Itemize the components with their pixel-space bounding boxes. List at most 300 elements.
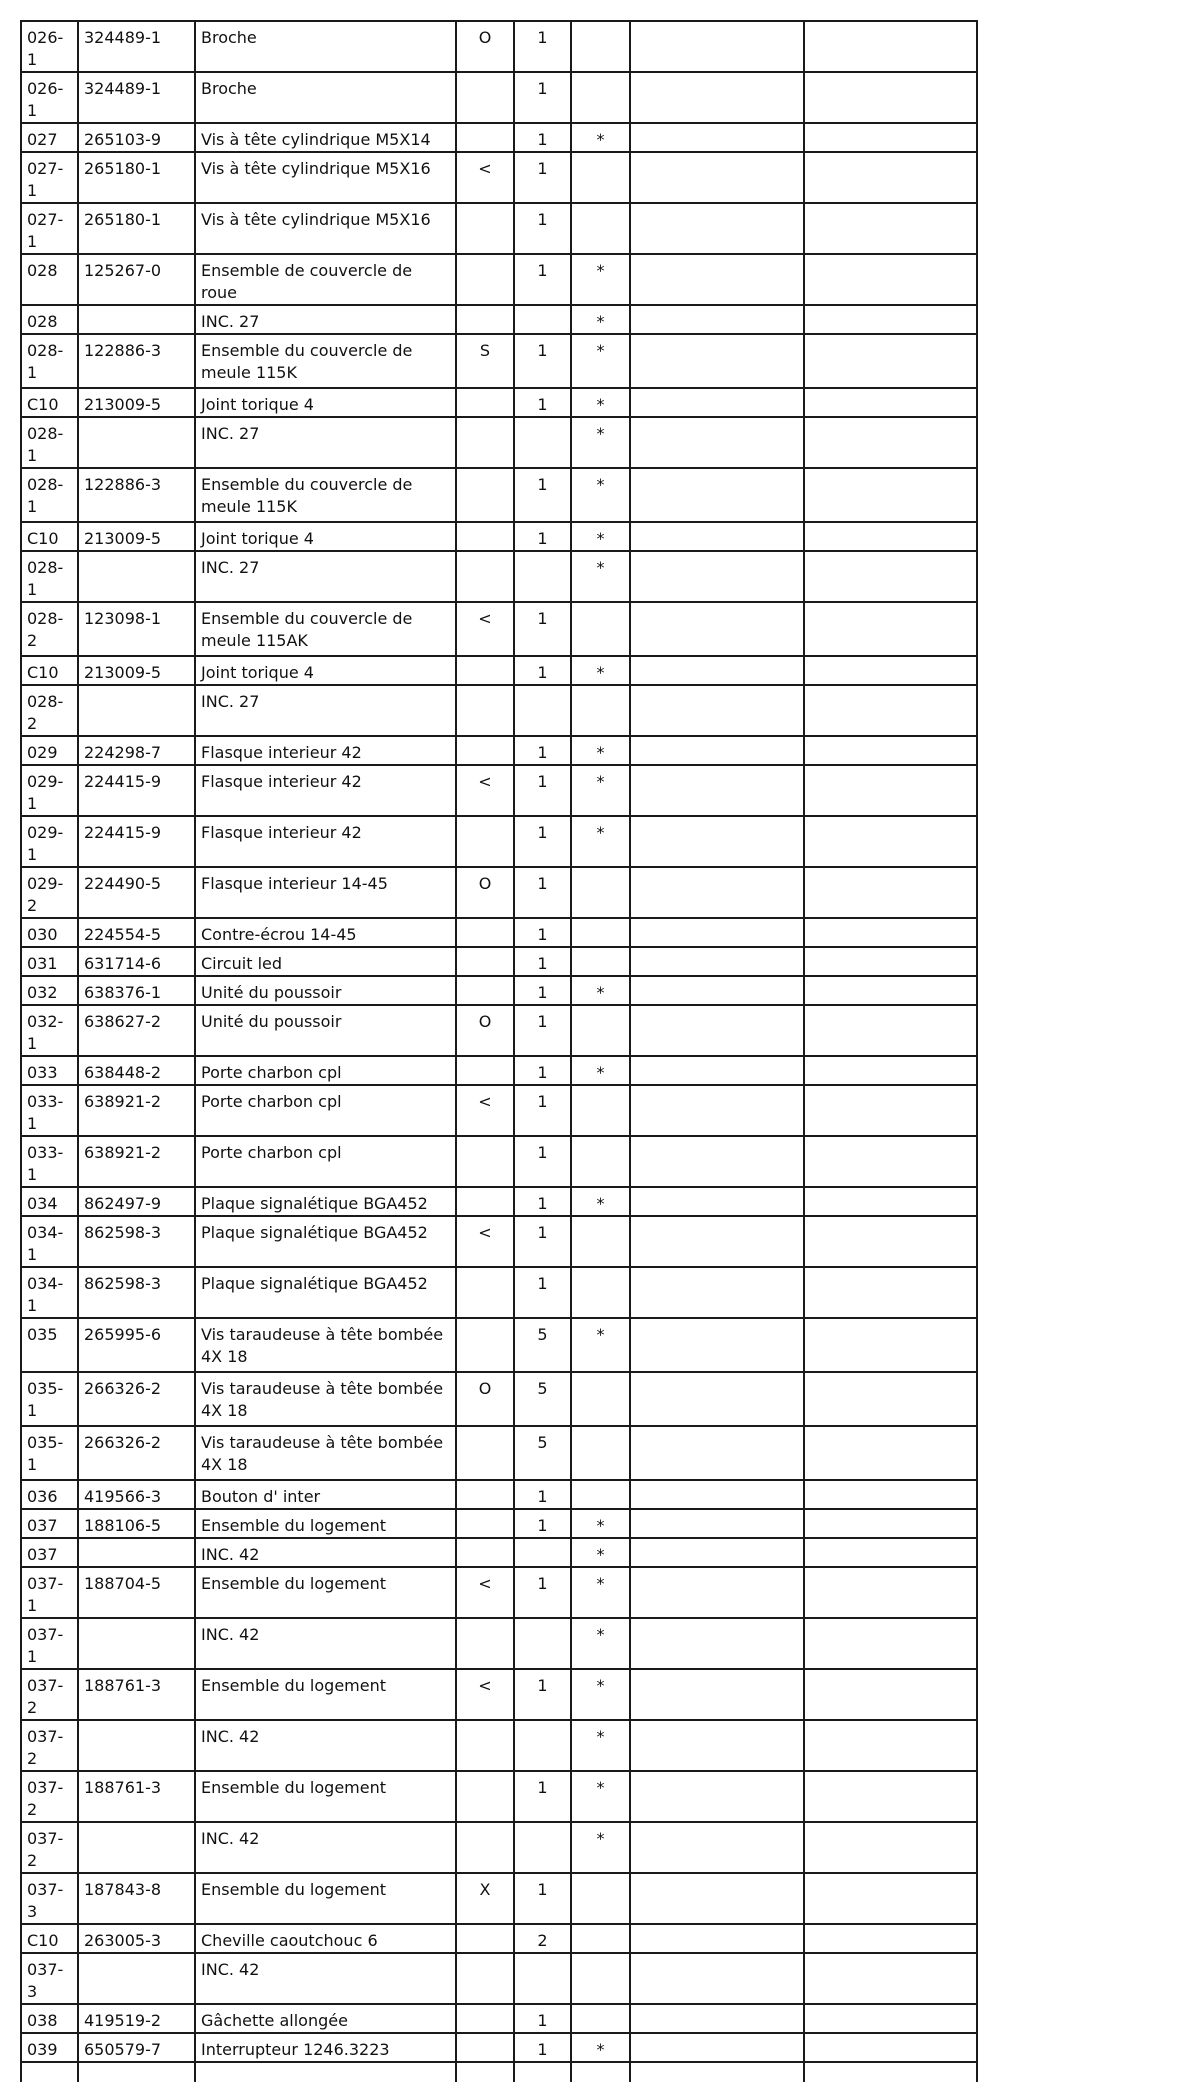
blank-cell-2 (804, 656, 977, 685)
blank-cell-1 (630, 765, 804, 816)
table-row (21, 1567, 977, 1618)
item-number-cell: 028 (21, 305, 78, 334)
description-cell: Plaque signalétique BGA452 (195, 1187, 456, 1216)
blank-cell-1 (630, 254, 804, 305)
table-row (21, 867, 977, 918)
item-number-cell: 035 (21, 1318, 78, 1372)
blank-cell-2 (804, 1372, 977, 1426)
blank-cell-2 (804, 1216, 977, 1267)
marker-cell: * (571, 2033, 630, 2062)
quantity-cell: 1 (514, 2033, 571, 2062)
quantity-cell: 1 (514, 1509, 571, 1538)
description-cell: Ensemble du couvercle de meule 115K (195, 334, 456, 388)
note-cell (456, 918, 514, 947)
blank-cell-1 (630, 816, 804, 867)
blank-cell-1 (630, 203, 804, 254)
note-cell (456, 1056, 514, 1085)
part-number-cell: 862598-3 (78, 1216, 195, 1267)
quantity-cell (514, 1953, 571, 2004)
blank-cell-1 (630, 656, 804, 685)
part-number-cell: 224415-9 (78, 816, 195, 867)
part-number-cell (78, 685, 195, 736)
table-row (21, 1085, 977, 1136)
marker-cell (571, 1480, 630, 1509)
note-cell (456, 2033, 514, 2062)
note-cell (456, 1720, 514, 1771)
quantity-cell: 1 (514, 1771, 571, 1822)
quantity-cell (514, 1720, 571, 1771)
empty-cell (514, 2062, 571, 2082)
table-row (21, 1771, 977, 1822)
quantity-cell: 1 (514, 334, 571, 388)
quantity-cell: 5 (514, 1318, 571, 1372)
blank-cell-1 (630, 602, 804, 656)
marker-cell (571, 203, 630, 254)
blank-cell-2 (804, 1056, 977, 1085)
note-cell: < (456, 1085, 514, 1136)
part-number-cell: 638627-2 (78, 1005, 195, 1056)
blank-cell-2 (804, 334, 977, 388)
blank-cell-2 (804, 1720, 977, 1771)
blank-cell-2 (804, 1873, 977, 1924)
note-cell (456, 1509, 514, 1538)
table-row (21, 1216, 977, 1267)
blank-cell-1 (630, 1372, 804, 1426)
part-number-cell: 213009-5 (78, 522, 195, 551)
description-cell: INC. 42 (195, 1953, 456, 2004)
part-number-cell: 265103-9 (78, 123, 195, 152)
table-row (21, 1953, 977, 2004)
item-number-cell: 037-2 (21, 1669, 78, 1720)
blank-cell-2 (804, 1187, 977, 1216)
table-row (21, 72, 977, 123)
blank-cell-2 (804, 1085, 977, 1136)
description-cell: Broche (195, 72, 456, 123)
blank-cell-1 (630, 1136, 804, 1187)
table-row (21, 1318, 977, 1372)
quantity-cell: 1 (514, 1005, 571, 1056)
item-number-cell: 028-1 (21, 551, 78, 602)
description-cell: INC. 27 (195, 305, 456, 334)
item-number-cell: 027 (21, 123, 78, 152)
item-number-cell: 030 (21, 918, 78, 947)
table-row (21, 1873, 977, 1924)
marker-cell (571, 2004, 630, 2033)
quantity-cell (514, 551, 571, 602)
item-number-cell: 033 (21, 1056, 78, 1085)
part-number-cell: 638921-2 (78, 1136, 195, 1187)
note-cell (456, 72, 514, 123)
note-cell: < (456, 152, 514, 203)
note-cell: < (456, 1567, 514, 1618)
note-cell (456, 1771, 514, 1822)
blank-cell-1 (630, 1267, 804, 1318)
table-row (21, 334, 977, 388)
quantity-cell: 1 (514, 21, 571, 72)
note-cell (456, 388, 514, 417)
marker-cell (571, 1924, 630, 1953)
item-number-cell: 029-1 (21, 765, 78, 816)
blank-cell-2 (804, 976, 977, 1005)
blank-cell-2 (804, 1318, 977, 1372)
blank-cell-1 (630, 334, 804, 388)
blank-cell-2 (804, 602, 977, 656)
part-number-cell (78, 417, 195, 468)
description-cell: Vis taraudeuse à tête bombée 4X 18 (195, 1372, 456, 1426)
description-cell: Bouton d' inter (195, 1480, 456, 1509)
blank-cell-2 (804, 1538, 977, 1567)
quantity-cell: 1 (514, 2004, 571, 2033)
item-number-cell: 034-1 (21, 1216, 78, 1267)
blank-cell-1 (630, 21, 804, 72)
blank-cell-2 (804, 1618, 977, 1669)
blank-cell-1 (630, 1216, 804, 1267)
marker-cell (571, 1372, 630, 1426)
parts-table (20, 20, 978, 2082)
blank-cell-1 (630, 1085, 804, 1136)
part-number-cell: 650579-7 (78, 2033, 195, 2062)
part-number-cell: 188106-5 (78, 1509, 195, 1538)
description-cell: Gâchette allongée (195, 2004, 456, 2033)
quantity-cell: 5 (514, 1426, 571, 1480)
quantity-cell: 1 (514, 947, 571, 976)
note-cell: O (456, 867, 514, 918)
blank-cell-1 (630, 1669, 804, 1720)
description-cell: INC. 42 (195, 1720, 456, 1771)
item-number-cell: 038 (21, 2004, 78, 2033)
item-number-cell: 028-2 (21, 685, 78, 736)
quantity-cell: 1 (514, 1873, 571, 1924)
quantity-cell: 2 (514, 1924, 571, 1953)
note-cell (456, 417, 514, 468)
quantity-cell (514, 417, 571, 468)
blank-cell-1 (630, 976, 804, 1005)
part-number-cell: 266326-2 (78, 1372, 195, 1426)
part-number-cell: 638921-2 (78, 1085, 195, 1136)
blank-cell-1 (630, 522, 804, 551)
note-cell (456, 1953, 514, 2004)
table-row (21, 21, 977, 72)
quantity-cell (514, 1822, 571, 1873)
part-number-cell: 224298-7 (78, 736, 195, 765)
marker-cell: * (571, 1669, 630, 1720)
blank-cell-1 (630, 388, 804, 417)
description-cell: Plaque signalétique BGA452 (195, 1216, 456, 1267)
marker-cell (571, 685, 630, 736)
table-row (21, 1187, 977, 1216)
description-cell: Contre-écrou 14-45 (195, 918, 456, 947)
table-row (21, 305, 977, 334)
marker-cell: * (571, 388, 630, 417)
note-cell: < (456, 602, 514, 656)
table-row (21, 1618, 977, 1669)
item-number-cell: 033-1 (21, 1085, 78, 1136)
blank-cell-2 (804, 736, 977, 765)
marker-cell: * (571, 1771, 630, 1822)
item-number-cell: 026-1 (21, 72, 78, 123)
quantity-cell: 1 (514, 1216, 571, 1267)
note-cell: O (456, 1372, 514, 1426)
marker-cell (571, 1267, 630, 1318)
description-cell: Joint torique 4 (195, 656, 456, 685)
blank-cell-2 (804, 1953, 977, 2004)
blank-cell-2 (804, 1136, 977, 1187)
blank-cell-1 (630, 736, 804, 765)
blank-cell-1 (630, 468, 804, 522)
item-number-cell: 029 (21, 736, 78, 765)
item-number-cell: 027-1 (21, 203, 78, 254)
note-cell (456, 1822, 514, 1873)
item-number-cell: 032 (21, 976, 78, 1005)
note-cell (456, 551, 514, 602)
description-cell: Joint torique 4 (195, 388, 456, 417)
blank-cell-1 (630, 1056, 804, 1085)
marker-cell (571, 947, 630, 976)
description-cell: Flasque interieur 42 (195, 736, 456, 765)
quantity-cell: 1 (514, 867, 571, 918)
marker-cell (571, 1085, 630, 1136)
blank-cell-2 (804, 152, 977, 203)
table-row (21, 551, 977, 602)
marker-cell (571, 602, 630, 656)
description-cell: INC. 42 (195, 1822, 456, 1873)
quantity-cell: 1 (514, 1267, 571, 1318)
blank-cell-1 (630, 2033, 804, 2062)
note-cell: O (456, 1005, 514, 1056)
description-cell: Ensemble du logement (195, 1873, 456, 1924)
item-number-cell: C10 (21, 1924, 78, 1953)
description-cell: Unité du poussoir (195, 976, 456, 1005)
blank-cell-1 (630, 1187, 804, 1216)
marker-cell (571, 1426, 630, 1480)
part-number-cell (78, 1538, 195, 1567)
blank-cell-1 (630, 1538, 804, 1567)
table-row (21, 468, 977, 522)
item-number-cell: 037-2 (21, 1822, 78, 1873)
blank-cell-1 (630, 1953, 804, 2004)
blank-cell-2 (804, 1005, 977, 1056)
part-number-cell: 188761-3 (78, 1669, 195, 1720)
marker-cell: * (571, 468, 630, 522)
description-cell: Flasque interieur 42 (195, 765, 456, 816)
quantity-cell: 1 (514, 522, 571, 551)
marker-cell: * (571, 1509, 630, 1538)
description-cell: Porte charbon cpl (195, 1056, 456, 1085)
marker-cell: * (571, 1056, 630, 1085)
blank-cell-2 (804, 203, 977, 254)
description-cell: Ensemble du logement (195, 1509, 456, 1538)
note-cell: < (456, 1669, 514, 1720)
note-cell (456, 1426, 514, 1480)
description-cell: Interrupteur 1246.3223 (195, 2033, 456, 2062)
table-row (21, 1136, 977, 1187)
quantity-cell: 1 (514, 736, 571, 765)
quantity-cell: 1 (514, 388, 571, 417)
note-cell: O (456, 21, 514, 72)
table-row (21, 976, 977, 1005)
description-cell: Unité du poussoir (195, 1005, 456, 1056)
description-cell: Vis taraudeuse à tête bombée 4X 18 (195, 1318, 456, 1372)
description-cell: Vis à tête cylindrique M5X16 (195, 203, 456, 254)
blank-cell-1 (630, 551, 804, 602)
quantity-cell: 1 (514, 1056, 571, 1085)
blank-cell-2 (804, 1267, 977, 1318)
marker-cell: * (571, 656, 630, 685)
part-number-cell: 324489-1 (78, 21, 195, 72)
note-cell (456, 816, 514, 867)
part-number-cell: 224415-9 (78, 765, 195, 816)
note-cell (456, 1187, 514, 1216)
marker-cell: * (571, 551, 630, 602)
part-number-cell: 265995-6 (78, 1318, 195, 1372)
quantity-cell: 1 (514, 152, 571, 203)
quantity-cell: 1 (514, 656, 571, 685)
table-row (21, 602, 977, 656)
item-number-cell: C10 (21, 522, 78, 551)
table-row (21, 685, 977, 736)
marker-cell (571, 1005, 630, 1056)
blank-cell-2 (804, 1509, 977, 1538)
marker-cell: * (571, 1538, 630, 1567)
description-cell: Cheville caoutchouc 6 (195, 1924, 456, 1953)
note-cell (456, 1267, 514, 1318)
part-number-cell: 265180-1 (78, 203, 195, 254)
blank-cell-2 (804, 72, 977, 123)
blank-cell-1 (630, 417, 804, 468)
blank-cell-2 (804, 1669, 977, 1720)
table-row (21, 1426, 977, 1480)
note-cell (456, 522, 514, 551)
item-number-cell: 028-1 (21, 334, 78, 388)
table-row (21, 1480, 977, 1509)
part-number-cell: 862598-3 (78, 1267, 195, 1318)
description-cell: Vis à tête cylindrique M5X14 (195, 123, 456, 152)
table-row (21, 1924, 977, 1953)
blank-cell-2 (804, 468, 977, 522)
marker-cell (571, 21, 630, 72)
description-cell: INC. 42 (195, 1538, 456, 1567)
item-number-cell: 028 (21, 254, 78, 305)
part-number-cell: 419519-2 (78, 2004, 195, 2033)
table-row (21, 736, 977, 765)
quantity-cell: 1 (514, 918, 571, 947)
item-number-cell: 031 (21, 947, 78, 976)
parts-table-body (21, 21, 977, 2082)
description-cell: Joint torique 4 (195, 522, 456, 551)
item-number-cell: 037-1 (21, 1567, 78, 1618)
quantity-cell: 1 (514, 123, 571, 152)
part-number-cell: 638448-2 (78, 1056, 195, 1085)
item-number-cell: 032-1 (21, 1005, 78, 1056)
item-number-cell: 037-2 (21, 1771, 78, 1822)
blank-cell-1 (630, 685, 804, 736)
item-number-cell: 028-1 (21, 468, 78, 522)
table-row (21, 1005, 977, 1056)
item-number-cell: 034 (21, 1187, 78, 1216)
blank-cell-1 (630, 947, 804, 976)
marker-cell: * (571, 334, 630, 388)
blank-cell-1 (630, 1509, 804, 1538)
table-row (21, 765, 977, 816)
blank-cell-1 (630, 1567, 804, 1618)
blank-cell-2 (804, 522, 977, 551)
description-cell: Ensemble de couvercle de roue (195, 254, 456, 305)
marker-cell: * (571, 765, 630, 816)
blank-cell-1 (630, 867, 804, 918)
description-cell: Porte charbon cpl (195, 1085, 456, 1136)
description-cell: Broche (195, 21, 456, 72)
marker-cell (571, 918, 630, 947)
blank-cell-2 (804, 867, 977, 918)
marker-cell (571, 72, 630, 123)
marker-cell: * (571, 1318, 630, 1372)
note-cell (456, 203, 514, 254)
description-cell: INC. 27 (195, 417, 456, 468)
note-cell (456, 468, 514, 522)
blank-cell-1 (630, 1426, 804, 1480)
table-row (21, 816, 977, 867)
quantity-cell: 1 (514, 816, 571, 867)
blank-cell-2 (804, 947, 977, 976)
note-cell: X (456, 1873, 514, 1924)
description-cell: Ensemble du couvercle de meule 115K (195, 468, 456, 522)
marker-cell: * (571, 736, 630, 765)
description-cell: Vis taraudeuse à tête bombée 4X 18 (195, 1426, 456, 1480)
table-row (21, 918, 977, 947)
marker-cell: * (571, 816, 630, 867)
blank-cell-2 (804, 1822, 977, 1873)
quantity-cell: 1 (514, 1567, 571, 1618)
marker-cell: * (571, 305, 630, 334)
description-cell: Ensemble du couvercle de meule 115AK (195, 602, 456, 656)
part-number-cell: 631714-6 (78, 947, 195, 976)
part-number-cell: 266326-2 (78, 1426, 195, 1480)
description-cell: Flasque interieur 14-45 (195, 867, 456, 918)
marker-cell: * (571, 1567, 630, 1618)
blank-cell-2 (804, 2033, 977, 2062)
note-cell (456, 1618, 514, 1669)
table-row (21, 947, 977, 976)
blank-cell-2 (804, 1480, 977, 1509)
quantity-cell (514, 305, 571, 334)
note-cell (456, 1480, 514, 1509)
blank-cell-2 (804, 1771, 977, 1822)
quantity-cell (514, 1538, 571, 1567)
note-cell: S (456, 334, 514, 388)
item-number-cell: 037-3 (21, 1953, 78, 2004)
table-row (21, 152, 977, 203)
part-number-cell: 188761-3 (78, 1771, 195, 1822)
blank-cell-2 (804, 21, 977, 72)
marker-cell: * (571, 123, 630, 152)
note-cell: < (456, 765, 514, 816)
note-cell (456, 1136, 514, 1187)
marker-cell: * (571, 1187, 630, 1216)
item-number-cell: 037 (21, 1538, 78, 1567)
blank-cell-1 (630, 1822, 804, 1873)
note-cell (456, 947, 514, 976)
blank-cell-1 (630, 72, 804, 123)
table-row (21, 123, 977, 152)
blank-cell-2 (804, 918, 977, 947)
table-row (21, 2004, 977, 2033)
empty-cell (456, 2062, 514, 2082)
table-row (21, 254, 977, 305)
blank-cell-2 (804, 1924, 977, 1953)
marker-cell: * (571, 254, 630, 305)
note-cell (456, 1924, 514, 1953)
quantity-cell: 1 (514, 1669, 571, 1720)
